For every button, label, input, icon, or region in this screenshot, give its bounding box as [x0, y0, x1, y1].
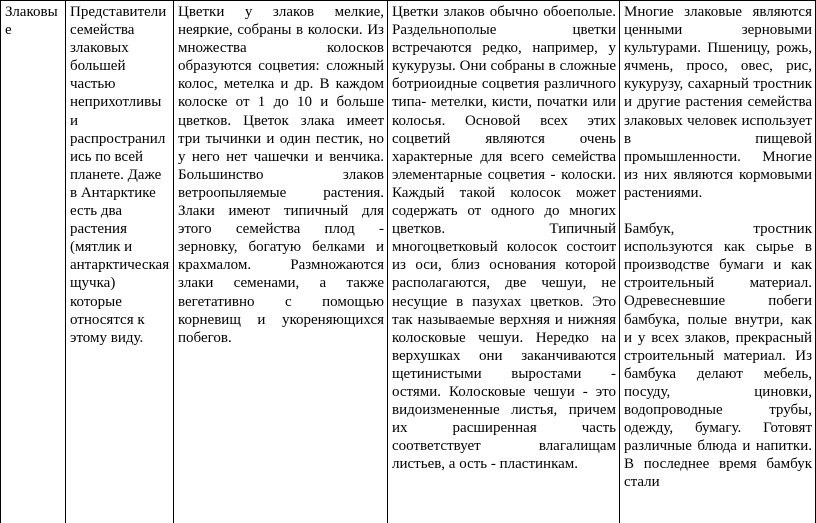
paragraph-gap	[624, 202, 812, 220]
general-description-text: Представители семейства злаковых большей частью неприхотливы и распространились по всей планете. Даже в Антарктике есть два растения (мятлик и антарктическая щучка) которые относятся к этому виду.	[70, 4, 170, 346]
flower-structure-text: Цветки у злаков мелкие, неяркие, собраны в колоски. Из множества колосков образуются соцветия: сложный колос, метелка и др. В каждом колоске от 1 до 10 и больше цветков. Цветок злака имеет три тычинки и один пестик, но у него нет чашечки и венчика. Большинство злаков ветроопыляемые растения. Злаки имеют типичный для этого семейства плод - зерновку, богатую белками и крахмалом. Размножаются злаки семенами, а также вегетативно с помощью корневищ и укореняющихся побегов.	[178, 4, 384, 346]
family-name-cell	[1, 1, 66, 523]
table-row	[1, 1, 816, 523]
flower-structure-cell	[174, 1, 388, 523]
family-name-text: Злаковые	[5, 4, 58, 39]
inflorescence-text: Цветки злаков обычно обоеполые. Раздельнополые цветки встречаются редко, например, у кукурузы. Они собраны в сложные ботриоидные соцветия различного типа- метелки, кисти, початки или колосья. Основой всех этих соцветий являются очень характерные для всего семейства элементарные соцветия - колоски. Каждый такой колосок может содержать от одного до многих цветков. Типичный многоцветковый колосок состоит из оси, близ основания которой располагаются, две чешуи, не несущие в пазухах цветков. Это так называемые верхняя и нижняя колосковые чешуи. Нередко на верхушках они заканчиваются щетинистыми выростами - остями. Колосковые чешуи - это видоизмененные листья, причем их расширенная часть соответствует влагалищам листьев, а ость - пластинкам.	[392, 4, 616, 473]
general-description-cell	[66, 1, 174, 523]
significance-cell	[620, 1, 816, 523]
significance-paragraph-2: Бамбук, тростник используются как сырье в производстве бумаги и как строительный материал. Одревесневшие побеги бамбука, полые внутри, как и у всех злаков, прекрасный строительный материал. Из бамбука делают мебель, посуду, циновки, водопроводные трубы, одежду, бумагу. Готовят различные блюда и напитки. В последнее время бамбук стали	[624, 221, 812, 491]
significance-paragraph-1: Многие злаковые являются ценными зерновыми культурами. Пшеницу, рожь, ячмень, просо, овес, рис, кукурузу, сахарный тростник и другие растения семейства злаковых человек использует в пищевой промышленности. Многие из них являются кормовыми растениями.	[624, 4, 812, 201]
inflorescence-cell	[388, 1, 620, 523]
